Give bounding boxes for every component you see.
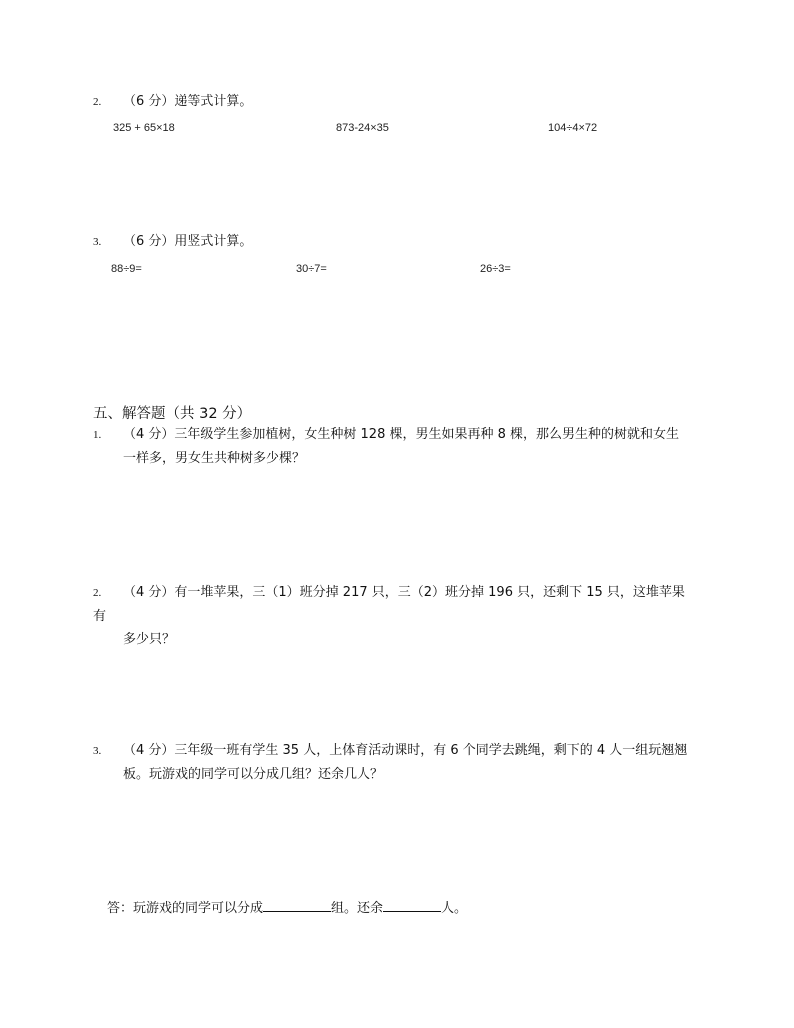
answer-prefix: 答：玩游戏的同学可以分成 — [107, 901, 264, 916]
groups-blank[interactable] — [263, 898, 331, 912]
problem-line-1: （4 分）有一堆苹果，三（1）班分掉 217 只，三（2）班分掉 196 只，还剩下 15 只，这堆苹果有 — [93, 585, 685, 624]
question-3-heading — [93, 231, 252, 253]
expression-3: 104÷4×72 — [548, 122, 598, 134]
answer-mid: 组。还余 — [331, 901, 384, 916]
expression-1: 325 + 65×18 — [113, 122, 175, 134]
expression-4: 88÷9= — [111, 263, 142, 275]
problem-number: 1. — [93, 429, 102, 441]
section-title: 五、解答题（共 32 分） — [93, 406, 252, 422]
problem-line-2: 一样多，男女生共种树多少棵？ — [123, 451, 306, 466]
expression-2: 873-24×35 — [336, 122, 389, 134]
question-number: 2. — [93, 96, 102, 108]
question-text: （6 分）递等式计算。 — [123, 94, 253, 109]
question-text: （6 分）用竖式计算。 — [123, 234, 253, 249]
question-number: 3. — [93, 236, 102, 248]
problem-1 — [93, 423, 693, 470]
problem-line-2: 板。玩游戏的同学可以分成几组？还余几人？ — [123, 767, 384, 782]
problem-line-1: （4 分）三年级一班有学生 35 人，上体育活动课时，有 6 个同学去跳绳，剩下的 4 人一组玩翘翘 — [123, 743, 688, 758]
problem-number: 2. — [93, 587, 102, 599]
problem-number: 3. — [93, 745, 102, 757]
question-2-heading — [93, 91, 252, 113]
answer-line — [107, 898, 467, 920]
problem-line-2: 多少只？ — [123, 632, 176, 647]
answer-suffix: 人。 — [441, 901, 468, 916]
expression-5: 30÷7= — [296, 263, 327, 275]
remainder-blank[interactable] — [383, 898, 441, 912]
expression-6: 26÷3= — [480, 263, 511, 275]
problem-2 — [93, 581, 693, 651]
problem-3 — [93, 739, 693, 786]
problem-line-1: （4 分）三年级学生参加植树，女生种树 128 棵，男生如果再种 8 棵，那么男生种的树就和女生 — [123, 427, 680, 442]
